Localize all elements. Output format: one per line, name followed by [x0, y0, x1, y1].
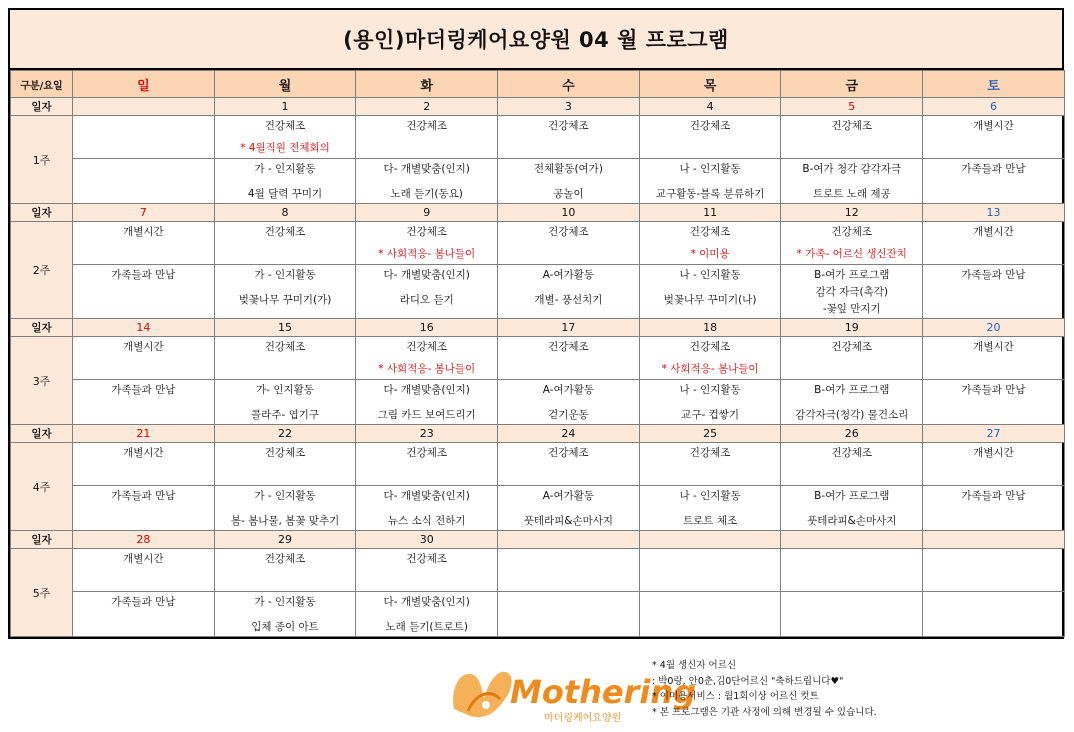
activity-row-afternoon — [11, 265, 1065, 319]
activity-cell — [639, 222, 781, 265]
activity-row-morning — [11, 549, 1065, 592]
date-row — [11, 319, 1065, 337]
event-note: * 사회적응- 봄나들이 — [378, 363, 476, 375]
activity-text: 건강체조 — [548, 226, 589, 238]
program-category: 다- 개별맞춤(인지) — [383, 269, 470, 281]
activity-cell — [356, 265, 498, 319]
date-cell-thu: 4 — [639, 98, 781, 116]
date-cell-fri: 19 — [781, 319, 923, 337]
date-cell-mon: 8 — [214, 204, 356, 222]
program-category: 가 - 인지활동 — [254, 596, 316, 608]
activity-cell — [73, 486, 215, 531]
date-row — [11, 98, 1065, 116]
event-note: * 사회적응- 봄나들이 — [378, 248, 476, 260]
footer — [440, 655, 1000, 727]
activity-cell — [356, 443, 498, 486]
activity-row-morning — [11, 222, 1065, 265]
activity-row-morning — [11, 116, 1065, 159]
activity-cell — [214, 222, 356, 265]
activity-cell — [923, 486, 1065, 531]
date-cell-wed: 3 — [498, 98, 640, 116]
date-cell-mon: 1 — [214, 98, 356, 116]
program-detail: 노래 듣기(트로트) — [385, 621, 468, 633]
activity-cell — [73, 549, 215, 592]
activity-cell — [498, 116, 640, 159]
event-note: * 4월직원 전체회의 — [240, 142, 330, 154]
header-day-sun: 일 — [73, 71, 215, 98]
activity-cell — [356, 337, 498, 380]
program-detail: 4월 달력 꾸미기 — [247, 188, 323, 200]
activity-text: 건강체조 — [831, 226, 873, 238]
date-cell-tue: 16 — [356, 319, 498, 337]
activity-cell — [356, 116, 498, 159]
program-category: A-여가활동 — [542, 384, 595, 396]
activity-cell — [498, 443, 640, 486]
date-cell-tue: 2 — [356, 98, 498, 116]
date-cell-tue: 9 — [356, 204, 498, 222]
program-category: 가족들과 만남 — [961, 163, 1026, 175]
date-cell-fri: 5 — [781, 98, 923, 116]
activity-row-afternoon — [11, 380, 1065, 425]
logo-sub: 마더링케어요양원 — [544, 713, 622, 724]
program-category: 나 - 인지활동 — [679, 269, 741, 281]
date-cell-sat: 6 — [923, 98, 1065, 116]
program-table — [10, 70, 1065, 637]
program-detail: 풋테라피&손마사지 — [807, 515, 897, 527]
activity-cell — [73, 159, 215, 204]
date-label: 일자 — [11, 204, 73, 222]
program-detail: 벚꽃나무 꾸미기(가) — [238, 294, 332, 306]
week-label: 4주 — [11, 443, 73, 531]
date-cell-wed: 10 — [498, 204, 640, 222]
activity-text: 개별시간 — [123, 553, 164, 565]
date-label: 일자 — [11, 319, 73, 337]
date-cell-thu — [639, 531, 781, 549]
activity-text: 건강체조 — [548, 120, 589, 132]
program-category: 나 - 인지활동 — [679, 490, 741, 502]
week-label: 1주 — [11, 116, 73, 204]
activity-cell — [214, 337, 356, 380]
program-category: 다- 개별맞춤(인지) — [383, 384, 470, 396]
program-detail: 교구활동-블록 분류하기 — [655, 188, 765, 200]
program-detail: 콜라주- 엽기구 — [251, 409, 320, 421]
program-detail: 개별- 풍선치기 — [534, 294, 603, 306]
date-cell-thu: 11 — [639, 204, 781, 222]
activity-cell — [923, 222, 1065, 265]
program-detail: 감각 자극(촉각) — [815, 286, 888, 298]
program-detail: 걷기운동 — [548, 409, 589, 421]
activity-text: 건강체조 — [548, 447, 589, 459]
program-category: 가족들과 만남 — [111, 384, 176, 396]
date-cell-sat: 27 — [923, 425, 1065, 443]
activity-cell — [73, 380, 215, 425]
note-line: * 4월 생신자 어르신 — [652, 660, 737, 671]
activity-row-afternoon — [11, 592, 1065, 637]
program-category: B-여가 프로그램 — [814, 269, 890, 281]
date-cell-sun: 14 — [73, 319, 215, 337]
date-cell-sun: 28 — [73, 531, 215, 549]
activity-text: 개별시간 — [123, 341, 164, 353]
date-cell-sat — [923, 531, 1065, 549]
activity-cell — [356, 486, 498, 531]
event-note: * 가족- 어르신 생신잔치 — [796, 248, 907, 260]
activity-cell — [781, 116, 923, 159]
activity-cell — [214, 549, 356, 592]
program-detail: -꽃잎 만지기 — [822, 303, 881, 315]
date-label: 일자 — [11, 98, 73, 116]
activity-cell — [639, 380, 781, 425]
activity-text: 건강체조 — [548, 341, 589, 353]
activity-cell — [214, 486, 356, 531]
activity-text: 개별시간 — [973, 447, 1014, 459]
activity-text: 건강체조 — [689, 226, 731, 238]
date-cell-sun — [73, 98, 215, 116]
activity-text: 건강체조 — [689, 341, 731, 353]
activity-cell — [923, 380, 1065, 425]
activity-cell — [498, 380, 640, 425]
date-cell-tue: 30 — [356, 531, 498, 549]
activity-cell — [73, 592, 215, 637]
week-label: 3주 — [11, 337, 73, 425]
schedule-sheet — [8, 8, 1064, 639]
program-category: 나 - 인지활동 — [679, 384, 741, 396]
activity-cell — [923, 443, 1065, 486]
activity-cell — [781, 380, 923, 425]
activity-text: 개별시간 — [973, 341, 1014, 353]
date-cell-thu: 25 — [639, 425, 781, 443]
date-cell-tue: 23 — [356, 425, 498, 443]
date-cell-sat: 13 — [923, 204, 1065, 222]
activity-text: 건강체조 — [406, 447, 447, 459]
program-category: 다- 개별맞춤(인지) — [383, 596, 470, 608]
activity-cell — [498, 265, 640, 319]
program-table-body — [11, 71, 1065, 637]
activity-cell — [923, 116, 1065, 159]
activity-cell — [356, 159, 498, 204]
program-category: 가 - 인지활동 — [254, 269, 316, 281]
activity-text: 건강체조 — [406, 120, 447, 132]
activity-cell — [73, 116, 215, 159]
activity-cell — [923, 265, 1065, 319]
activity-text: 건강체조 — [264, 226, 306, 238]
activity-text: 건강체조 — [689, 447, 731, 459]
activity-row-morning — [11, 337, 1065, 380]
activity-cell — [923, 159, 1065, 204]
activity-text: 개별시간 — [973, 120, 1014, 132]
date-row — [11, 531, 1065, 549]
program-category: 가족들과 만남 — [961, 384, 1026, 396]
activity-text: 개별시간 — [123, 447, 164, 459]
activity-cell — [73, 222, 215, 265]
activity-cell — [639, 443, 781, 486]
date-cell-wed: 17 — [498, 319, 640, 337]
activity-text: 건강체조 — [406, 226, 447, 238]
date-cell-fri: 26 — [781, 425, 923, 443]
activity-cell — [639, 549, 781, 592]
activity-text: 건강체조 — [264, 120, 306, 132]
activity-cell — [214, 380, 356, 425]
activity-cell — [639, 486, 781, 531]
program-category: 가 - 인지활동 — [254, 490, 316, 502]
header-day-sat: 토 — [923, 71, 1065, 98]
date-cell-mon: 29 — [214, 531, 356, 549]
activity-text: 개별시간 — [123, 226, 164, 238]
activity-cell — [498, 549, 640, 592]
activity-text: 건강체조 — [406, 341, 447, 353]
header-day-thu: 목 — [639, 71, 781, 98]
note-line: * 본 프로그램은 기관 사정에 의해 변경될 수 있습니다. — [652, 706, 877, 718]
activity-row-afternoon — [11, 486, 1065, 531]
activity-text: 건강체조 — [831, 341, 873, 353]
week-label: 5주 — [11, 549, 73, 637]
program-category: 가족들과 만남 — [111, 596, 176, 608]
date-cell-sun: 7 — [73, 204, 215, 222]
header-day-mon: 월 — [214, 71, 356, 98]
activity-cell — [498, 592, 640, 637]
activity-cell — [781, 443, 923, 486]
program-detail: 라디오 듣기 — [399, 294, 454, 306]
program-detail: 풋테라피&손마사지 — [523, 515, 614, 527]
activity-cell — [214, 443, 356, 486]
activity-cell — [214, 265, 356, 319]
program-detail: 노래 듣기(동요) — [390, 188, 463, 200]
activity-cell — [923, 592, 1065, 637]
activity-cell — [73, 265, 215, 319]
program-category: B-여가 프로그램 — [814, 384, 890, 396]
program-category: B-여가 프로그램 — [814, 490, 890, 502]
date-cell-sun: 21 — [73, 425, 215, 443]
header-day-wed: 수 — [498, 71, 640, 98]
activity-cell — [639, 265, 781, 319]
activity-cell — [498, 159, 640, 204]
activity-text: 건강체조 — [264, 447, 306, 459]
activity-cell — [498, 337, 640, 380]
activity-text: 개별시간 — [973, 226, 1014, 238]
date-row — [11, 425, 1065, 443]
program-category: 가족들과 만남 — [111, 269, 176, 281]
program-detail: 교구- 컵쌓기 — [681, 409, 740, 421]
activity-text: 건강체조 — [831, 120, 873, 132]
date-label: 일자 — [11, 531, 73, 549]
note-line: * 이미용서비스 : 월1회이상 어르신 컷트 — [652, 691, 819, 702]
activity-text: 건강체조 — [264, 553, 306, 565]
activity-cell — [356, 549, 498, 592]
activity-cell — [73, 443, 215, 486]
date-cell-wed: 24 — [498, 425, 640, 443]
page-title: (용인)마더링케어요양원 04 월 프로그램 — [10, 10, 1062, 70]
program-detail: 트로트 체조 — [683, 515, 738, 527]
activity-text: 건강체조 — [831, 447, 873, 459]
date-cell-thu: 18 — [639, 319, 781, 337]
activity-cell — [214, 592, 356, 637]
activity-cell — [923, 337, 1065, 380]
program-detail: 입체 종이 아트 — [251, 621, 319, 633]
program-detail: 감각자극(청각) 물건소리 — [795, 409, 909, 421]
program-detail: 그림 카드 보여드리기 — [377, 409, 476, 421]
header-day-fri: 금 — [781, 71, 923, 98]
activity-cell — [781, 337, 923, 380]
activity-cell — [214, 116, 356, 159]
activity-cell — [639, 337, 781, 380]
activity-cell — [73, 337, 215, 380]
program-detail: 트로트 노래 제공 — [812, 188, 891, 200]
program-detail: 봄- 봄나물, 봄꽃 맞추기 — [230, 515, 340, 527]
activity-row-morning — [11, 443, 1065, 486]
date-cell-mon: 22 — [214, 425, 356, 443]
header-label: 구분/요일 — [11, 71, 73, 98]
activity-cell — [639, 116, 781, 159]
program-detail: 공놀이 — [553, 188, 584, 200]
note-line: : 박0랑, 안0춘,김0단어르신 "축하드립니다♥" — [652, 675, 844, 687]
program-category: 나 - 인지활동 — [679, 163, 741, 175]
date-label: 일자 — [11, 425, 73, 443]
date-cell-fri: 12 — [781, 204, 923, 222]
activity-cell — [356, 592, 498, 637]
date-row — [11, 204, 1065, 222]
program-category: A-여가활동 — [542, 269, 595, 281]
program-category: 가 - 인지활동 — [254, 163, 316, 175]
date-cell-wed — [498, 531, 640, 549]
activity-text: 건강체조 — [264, 341, 306, 353]
event-note: * 사회적응- 봄나들이 — [661, 363, 759, 375]
program-detail: 벚꽃나무 꾸미기(나) — [663, 294, 757, 306]
activity-cell — [639, 159, 781, 204]
program-category: 가족들과 만남 — [961, 269, 1026, 281]
program-detail: 뉴스 소식 전하기 — [387, 515, 466, 527]
program-category: 가족들과 만남 — [111, 490, 176, 502]
activity-cell — [781, 159, 923, 204]
activity-cell — [639, 592, 781, 637]
logo-word: Mothering — [510, 673, 697, 711]
event-note: * 이미용 — [690, 248, 730, 260]
program-category: 다- 개별맞춤(인지) — [383, 490, 470, 502]
week-label: 2주 — [11, 222, 73, 319]
activity-text: 건강체조 — [689, 120, 731, 132]
program-category: 다- 개별맞춤(인지) — [383, 163, 470, 175]
activity-text: 건강체조 — [406, 553, 447, 565]
header-day-tue: 화 — [356, 71, 498, 98]
activity-cell — [356, 222, 498, 265]
activity-cell — [781, 222, 923, 265]
date-cell-sat: 20 — [923, 319, 1065, 337]
activity-cell — [214, 159, 356, 204]
program-category: 가- 인지활동 — [256, 384, 314, 396]
program-category: 가족들과 만남 — [961, 490, 1026, 502]
activity-cell — [781, 265, 923, 319]
program-category: B-여가 청각 감각자극 — [802, 163, 902, 175]
weekday-header-row — [11, 71, 1065, 98]
date-cell-mon: 15 — [214, 319, 356, 337]
activity-cell — [923, 549, 1065, 592]
activity-row-afternoon — [11, 159, 1065, 204]
activity-cell — [356, 380, 498, 425]
notes — [652, 658, 877, 720]
activity-cell — [781, 486, 923, 531]
activity-cell — [781, 549, 923, 592]
program-category: A-여가활동 — [542, 490, 595, 502]
activity-cell — [498, 486, 640, 531]
date-cell-fri — [781, 531, 923, 549]
activity-cell — [781, 592, 923, 637]
program-category: 전체활동(여가) — [533, 163, 603, 175]
activity-cell — [498, 222, 640, 265]
